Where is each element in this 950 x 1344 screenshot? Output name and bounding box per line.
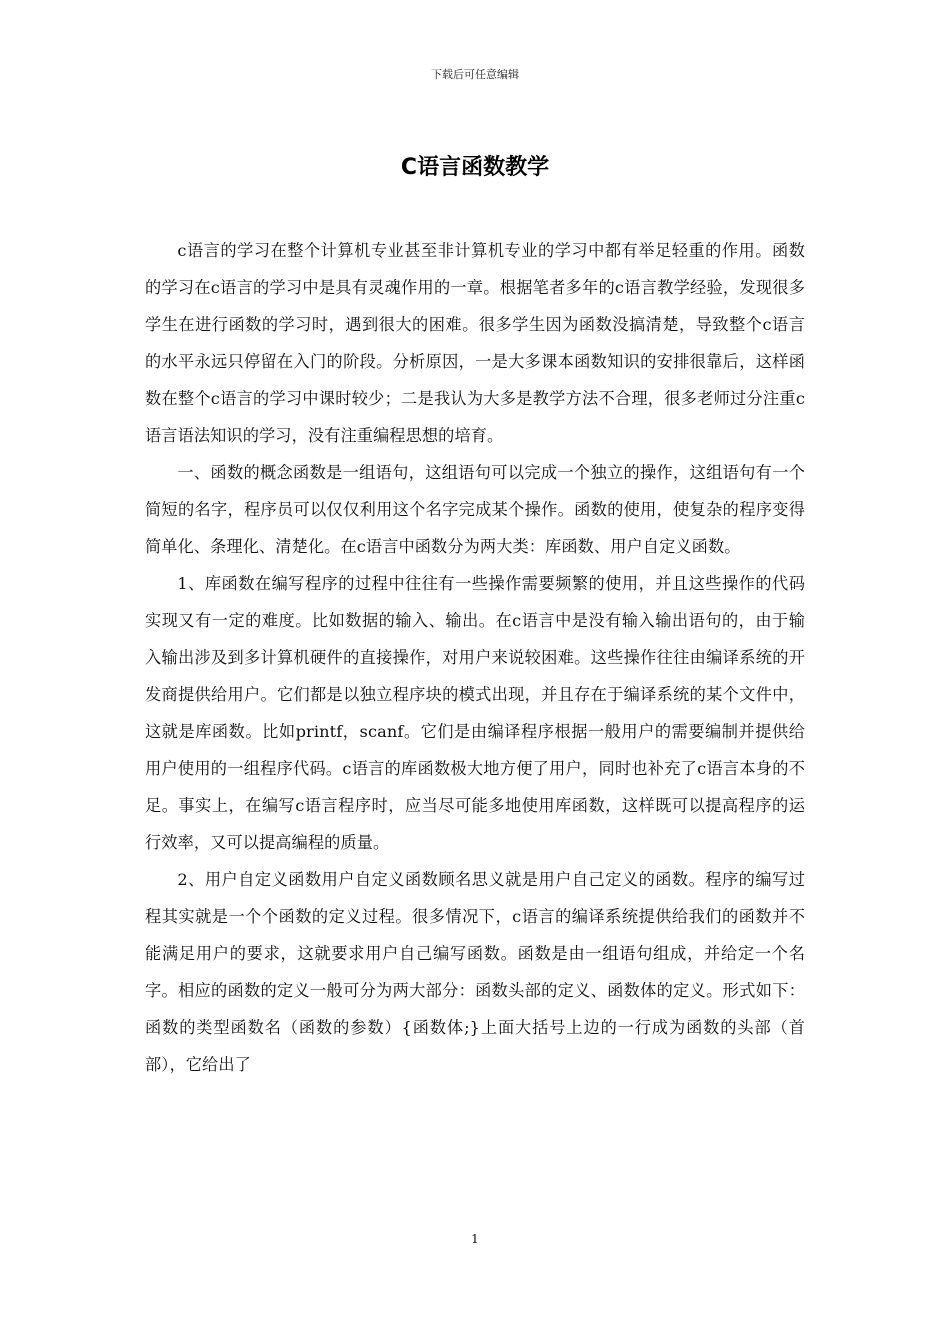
paragraph-library-functions: 1、库函数在编写程序的过程中往往有一些操作需要频繁的使用，并且这些操作的代码实现又有一定的难度。比如数据的输入、输出。在c语言中是没有输入输出语句的，由于输入输出涉及到多计算机硬件的直接操作，对用户来说较困难。这些操作往往由编译系统的开发商提供给用户。它们都是以独立程序块的模式出现，并且存在于编译系统的某个文件中，这就是库函数。比如printf，scanf。它们是由编译程序根据一般用户的需要编制并提供给用户使用的一组程序代码。c语言的库函数极大地方便了用户，同时也补充了c语言本身的不足。事实上，在编写c语言程序时，应当尽可能多地使用库函数，这样既可以提高程序的运行效率，又可以提高编程的质量。 — [145, 574, 805, 852]
document-body — [145, 232, 805, 1083]
document-title: C语言函数教学 — [400, 155, 550, 180]
paragraph-function-concept: 一、函数的概念函数是一组语句，这组语句可以完成一个独立的操作，这组语句有一个简短的名字，程序员可以仅仅利用这个名字完成某个操作。函数的使用，使复杂的程序变得简单化、条理化、清楚化。在c语言中函数分为两大类：库函数、用户自定义函数。 — [145, 463, 805, 556]
page-number: 1 — [471, 1232, 479, 1246]
page-header: 下载后可任意编辑 — [431, 68, 519, 81]
paragraph-user-defined-functions: 2、用户自定义函数用户自定义函数顾名思义就是用户自己定义的函数。程序的编写过程其实就是一个个函数的定义过程。很多情况下，c语言的编译系统提供给我们的函数并不能满足用户的要求，这就要求用户自己编写函数。函数是由一组语句组成，并给定一个名字。相应的函数的定义一般可分为两大部分：函数头部的定义、函数体的定义。形式如下：函数的类型函数名（函数的参数）{函数体;}上面大括号上边的一行成为函数的头部（首部），它给出了 — [145, 870, 805, 1074]
paragraph-intro: c语言的学习在整个计算机专业甚至非计算机专业的学习中都有举足轻重的作用。函数的学习在c语言的学习中是具有灵魂作用的一章。根据笔者多年的c语言教学经验，发现很多学生在进行函数的学习时，遇到很大的困难。很多学生因为函数没搞清楚，导致整个c语言的水平永远只停留在入门的阶段。分析原因，一是大多课本函数知识的安排很靠后，这样函数在整个c语言的学习中课时较少；二是我认为大多是教学方法不合理，很多老师过分注重c语言语法知识的学习，没有注重编程思想的培育。 — [145, 241, 805, 445]
